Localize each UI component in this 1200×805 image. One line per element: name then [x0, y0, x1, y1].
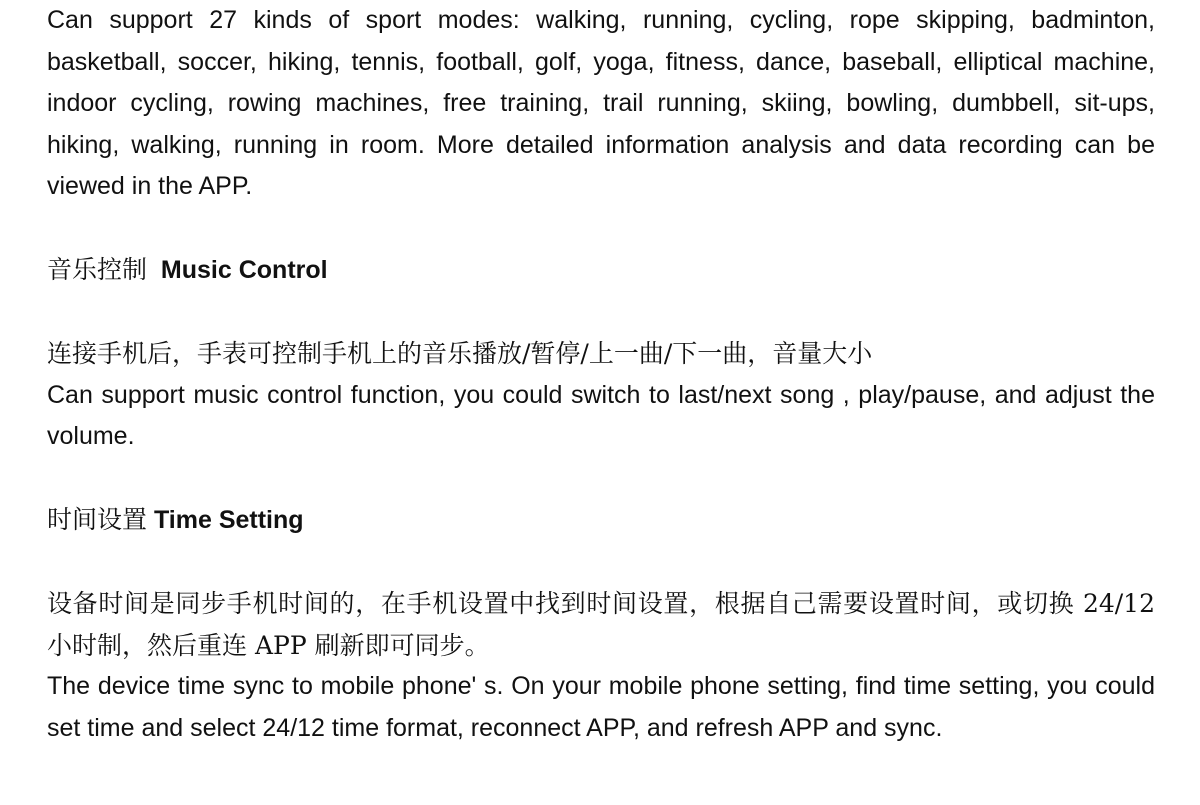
music-control-desc-cn: 连接手机后，手表可控制手机上的音乐播放/暂停/上一曲/下一曲，音量大小: [47, 339, 873, 368]
document-page: [47, 0, 1155, 749]
time-setting-desc-cn: 设备时间是同步手机时间的，在手机设置中找到时间设置，根据自己需要设置时间，或切换 24/12 小时制，然后重连 APP 刷新即可同步。: [47, 589, 1155, 660]
spacer: [47, 208, 1155, 250]
spacer: [47, 458, 1155, 500]
time-setting-desc-en: The device time sync to mobile phone' s. On your mobile phone setting, find time setting, you could set time and select 24/12 time format, reconnect APP, and refresh APP and sync.: [47, 672, 1155, 742]
sport-modes-paragraph: Can support 27 kinds of sport modes: walking, running, cycling, rope skipping, badminton, basketball, soccer, hiking, tennis, football, golf, yoga, fitness, dance, baseball, elliptical machine, indoor cycling, rowing machines, free training, trail running, skiing, bowling, dumbbell, sit-ups, hiking, walking, running in room. More detailed information analysis and data recording can be viewed in the APP.: [47, 6, 1155, 200]
music-control-heading-en: Music Control: [160, 256, 328, 284]
time-setting-heading-cn: 时间设置: [47, 505, 148, 534]
time-setting-heading: [47, 499, 1155, 542]
time-setting-heading-en: Time Setting: [153, 506, 304, 534]
music-control-desc-en: Can support music control function, you could switch to last/next song , play/pause, and adjust the volume.: [47, 380, 1155, 450]
music-control-heading-cn: 音乐控制: [47, 255, 148, 284]
music-control-heading: [47, 249, 1155, 292]
spacer: [47, 292, 1155, 334]
spacer: [47, 542, 1155, 584]
